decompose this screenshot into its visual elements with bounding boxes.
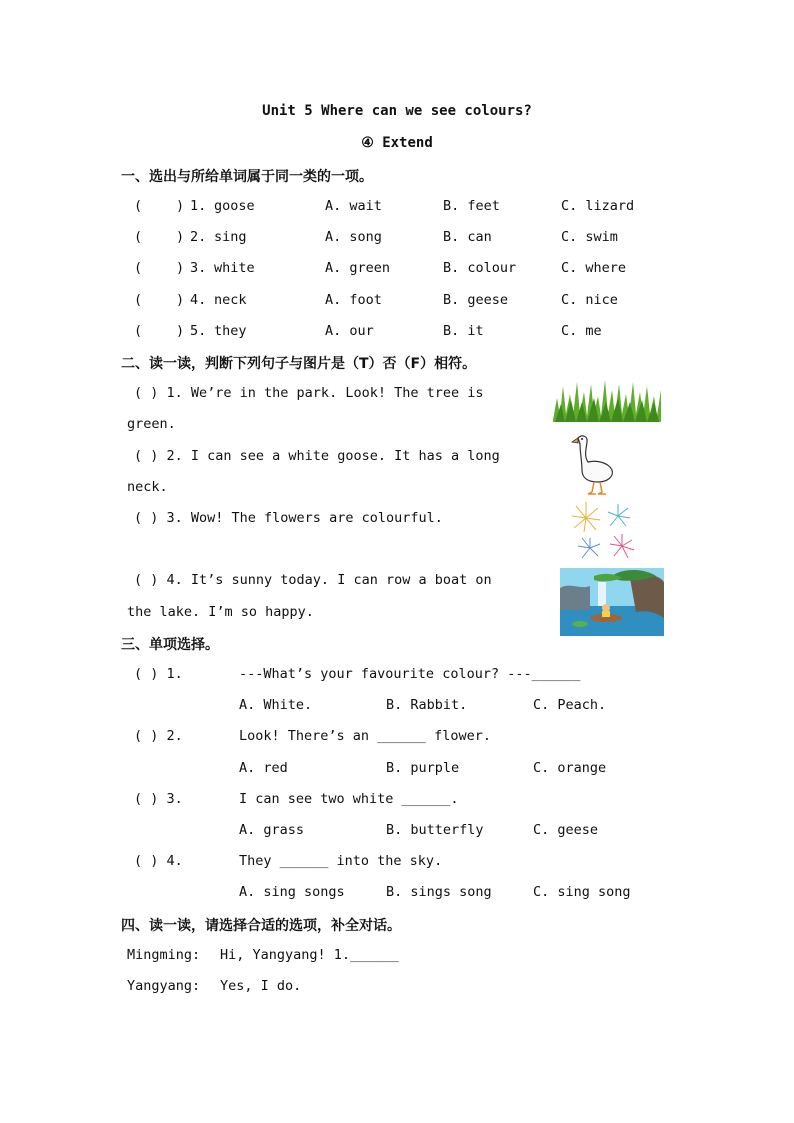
answer-paren-open: ( <box>134 260 143 276</box>
option-b: B. colour <box>443 260 517 276</box>
choice-question-3-option-c: C. geese <box>533 822 599 838</box>
answer-paren-close: ) <box>176 323 185 339</box>
answer-paren-close: ) <box>176 198 185 214</box>
question-word: sing <box>214 229 247 245</box>
answer-paren-close: ) <box>176 260 185 276</box>
choice-question-4-number: ( ) 4. <box>134 853 183 869</box>
option-c: C. me <box>561 323 602 339</box>
question-number: 4. <box>190 292 207 308</box>
answer-paren-close: ) <box>176 229 185 245</box>
question-number: 3. <box>190 260 207 276</box>
dialogue-speaker: Mingming: <box>127 947 201 963</box>
page-subtitle: ④ Extend <box>361 135 433 151</box>
section-3-heading: 三、单项选择。 <box>121 637 219 653</box>
section-1-heading: 一、选出与所给单词属于同一类的一项。 <box>121 169 373 185</box>
option-c: C. swim <box>561 229 618 245</box>
answer-paren-open: ( <box>134 198 143 214</box>
option-c: C. where <box>561 260 627 276</box>
section-4-heading: 四、读一读，请选择合适的选项，补全对话。 <box>121 918 401 934</box>
option-a: A. our <box>325 323 374 339</box>
option-b: B. geese <box>443 292 509 308</box>
choice-question-1-option-c: C. Peach. <box>533 697 607 713</box>
choice-question-1-number: ( ) 1. <box>134 666 183 682</box>
grass-picture <box>551 378 663 422</box>
option-b: B. it <box>443 323 484 339</box>
choice-question-2-option-b: B. purple <box>386 760 460 776</box>
choice-question-1-text: ---What’s your favourite colour? ---______ <box>239 666 581 682</box>
judge-question-4-line1: ( ) 4. It’s sunny today. I can row a boat on <box>134 572 492 588</box>
question-word: neck <box>214 292 247 308</box>
choice-question-4-option-b: B. sings song <box>386 884 492 900</box>
option-a: A. wait <box>325 198 382 214</box>
choice-question-1-option-b: B. Rabbit. <box>386 697 468 713</box>
choice-question-3-option-a: A. grass <box>239 822 305 838</box>
question-number: 1. <box>190 198 207 214</box>
choice-question-4-option-c: C. sing song <box>533 884 631 900</box>
choice-question-1-option-a: A. White. <box>239 697 313 713</box>
option-a: A. foot <box>325 292 382 308</box>
question-word: they <box>214 323 247 339</box>
choice-question-3-number: ( ) 3. <box>134 791 183 807</box>
dialogue-speaker: Yangyang: <box>127 978 201 994</box>
judge-question-4-line2: the lake. I’m so happy. <box>127 604 314 620</box>
answer-paren-open: ( <box>134 292 143 308</box>
choice-question-2-text: Look! There’s an ______ flower. <box>239 728 491 744</box>
answer-paren-open: ( <box>134 229 143 245</box>
choice-question-3-option-b: B. butterfly <box>386 822 484 838</box>
judge-question-2-line2: neck. <box>127 479 168 495</box>
judge-question-1-line2: green. <box>127 416 176 432</box>
choice-question-3-text: I can see two white ______. <box>239 791 459 807</box>
question-word: goose <box>214 198 255 214</box>
judge-question-2-line1: ( ) 2. I can see a white goose. It has a long <box>134 448 500 464</box>
question-number: 2. <box>190 229 207 245</box>
choice-question-2-option-c: C. orange <box>533 760 607 776</box>
fireworks-picture <box>566 498 638 562</box>
option-b: B. can <box>443 229 492 245</box>
option-a: A. song <box>325 229 382 245</box>
dialogue-line: Hi, Yangyang! 1.______ <box>220 947 399 963</box>
boat-lake-picture <box>560 568 664 636</box>
question-word: white <box>214 260 255 276</box>
choice-question-4-text: They ______ into the sky. <box>239 853 443 869</box>
choice-question-4-option-a: A. sing songs <box>239 884 345 900</box>
choice-question-2-option-a: A. red <box>239 760 288 776</box>
judge-question-3-line1: ( ) 3. Wow! The flowers are colourful. <box>134 510 443 526</box>
choice-question-2-number: ( ) 2. <box>134 728 183 744</box>
question-number: 5. <box>190 323 207 339</box>
judge-question-1-line1: ( ) 1. We’re in the park. Look! The tree is <box>134 385 484 401</box>
option-c: C. nice <box>561 292 618 308</box>
option-c: C. lizard <box>561 198 635 214</box>
option-a: A. green <box>325 260 391 276</box>
goose-picture <box>568 432 618 496</box>
answer-paren-open: ( <box>134 323 143 339</box>
dialogue-line: Yes, I do. <box>220 978 302 994</box>
option-b: B. feet <box>443 198 500 214</box>
answer-paren-close: ) <box>176 292 185 308</box>
section-2-heading: 二、读一读，判断下列句子与图片是（T）否（F）相符。 <box>121 356 477 372</box>
page-title: Unit 5 Where can we see colours? <box>262 103 532 119</box>
